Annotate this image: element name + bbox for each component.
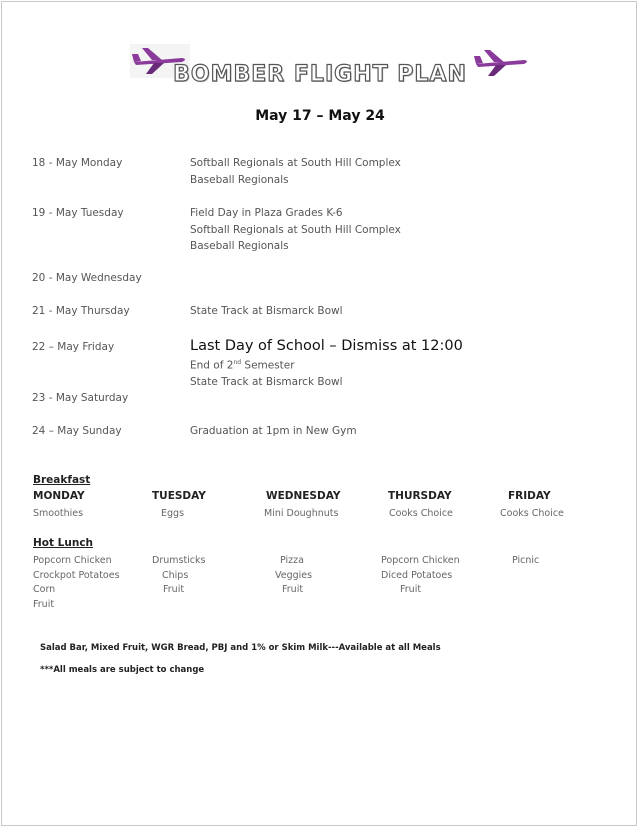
- day-label: 20 - May Wednesday: [32, 272, 142, 284]
- menu-item: Cooks Choice: [500, 508, 564, 519]
- event: Softball Regionals at South Hill Complex: [190, 157, 401, 169]
- menu-item: Chips: [162, 570, 189, 581]
- column-header: MONDAY: [33, 490, 85, 502]
- highlight-event: Last Day of School – Dismiss at 12:00: [190, 338, 463, 354]
- menu-item: Diced Potatoes: [381, 570, 453, 581]
- day-events: [190, 303, 343, 320]
- event: Baseball Regionals: [190, 173, 289, 186]
- column-header: THURSDAY: [388, 490, 452, 502]
- date-range: May 17 – May 24: [255, 108, 385, 124]
- menu-item: Veggies: [275, 570, 313, 581]
- meal-note: ***All meals are subject to change: [40, 665, 205, 675]
- menu-item: Fruit: [163, 584, 185, 595]
- event: State Track at Bismarck Bowl: [190, 305, 343, 317]
- day-events: [190, 423, 357, 440]
- event: Graduation at 1pm in New Gym: [190, 425, 357, 437]
- menu-item: Corn: [33, 584, 56, 595]
- event: State Track at Bismarck Bowl: [190, 376, 343, 388]
- column-header: FRIDAY: [508, 490, 551, 502]
- menu-item: Pizza: [280, 555, 304, 566]
- menu-item: Popcorn Chicken: [33, 555, 112, 566]
- day-label: 22 – May Friday: [32, 341, 115, 353]
- event: Baseball Regionals: [190, 240, 289, 252]
- event: Softball Regionals at South Hill Complex: [190, 223, 401, 236]
- column-header: TUESDAY: [152, 490, 206, 502]
- menu-item: Popcorn Chicken: [381, 555, 460, 566]
- menu-item: Picnic: [512, 555, 540, 566]
- menu-item: Drumsticks: [152, 555, 206, 566]
- column-header: WEDNESDAY: [266, 490, 341, 502]
- menu-item: Eggs: [161, 508, 185, 519]
- day-label: 18 - May Monday: [32, 157, 123, 169]
- menu-item: Cooks Choice: [389, 508, 453, 519]
- event: End of 2nd Semester: [190, 359, 295, 372]
- menu-item: Fruit: [400, 584, 422, 595]
- day-events: [190, 205, 401, 255]
- day-events: [190, 337, 463, 391]
- day-label: 21 - May Thursday: [32, 305, 130, 317]
- page-title: BOMBER FLIGHT PLAN: [173, 62, 467, 87]
- menu-item: Mini Doughnuts: [264, 508, 339, 519]
- event: Field Day in Plaza Grades K-6: [190, 207, 343, 219]
- menu-item: Smoothies: [33, 508, 84, 519]
- day-events: [190, 155, 401, 188]
- menu-item: Crockpot Potatoes: [33, 570, 120, 581]
- meal-note: Salad Bar, Mixed Fruit, WGR Bread, PBJ and 1% or Skim Milk---Available at all Meals: [40, 643, 441, 653]
- menu-item: Fruit: [33, 599, 55, 610]
- lunch-heading: Hot Lunch: [33, 537, 94, 549]
- day-label: 23 - May Saturday: [32, 392, 129, 404]
- menu-item: Fruit: [282, 584, 304, 595]
- day-label: 19 - May Tuesday: [32, 207, 124, 219]
- breakfast-heading: Breakfast: [33, 474, 91, 486]
- document-page: [1, 1, 637, 826]
- day-label: 24 – May Sunday: [32, 425, 122, 437]
